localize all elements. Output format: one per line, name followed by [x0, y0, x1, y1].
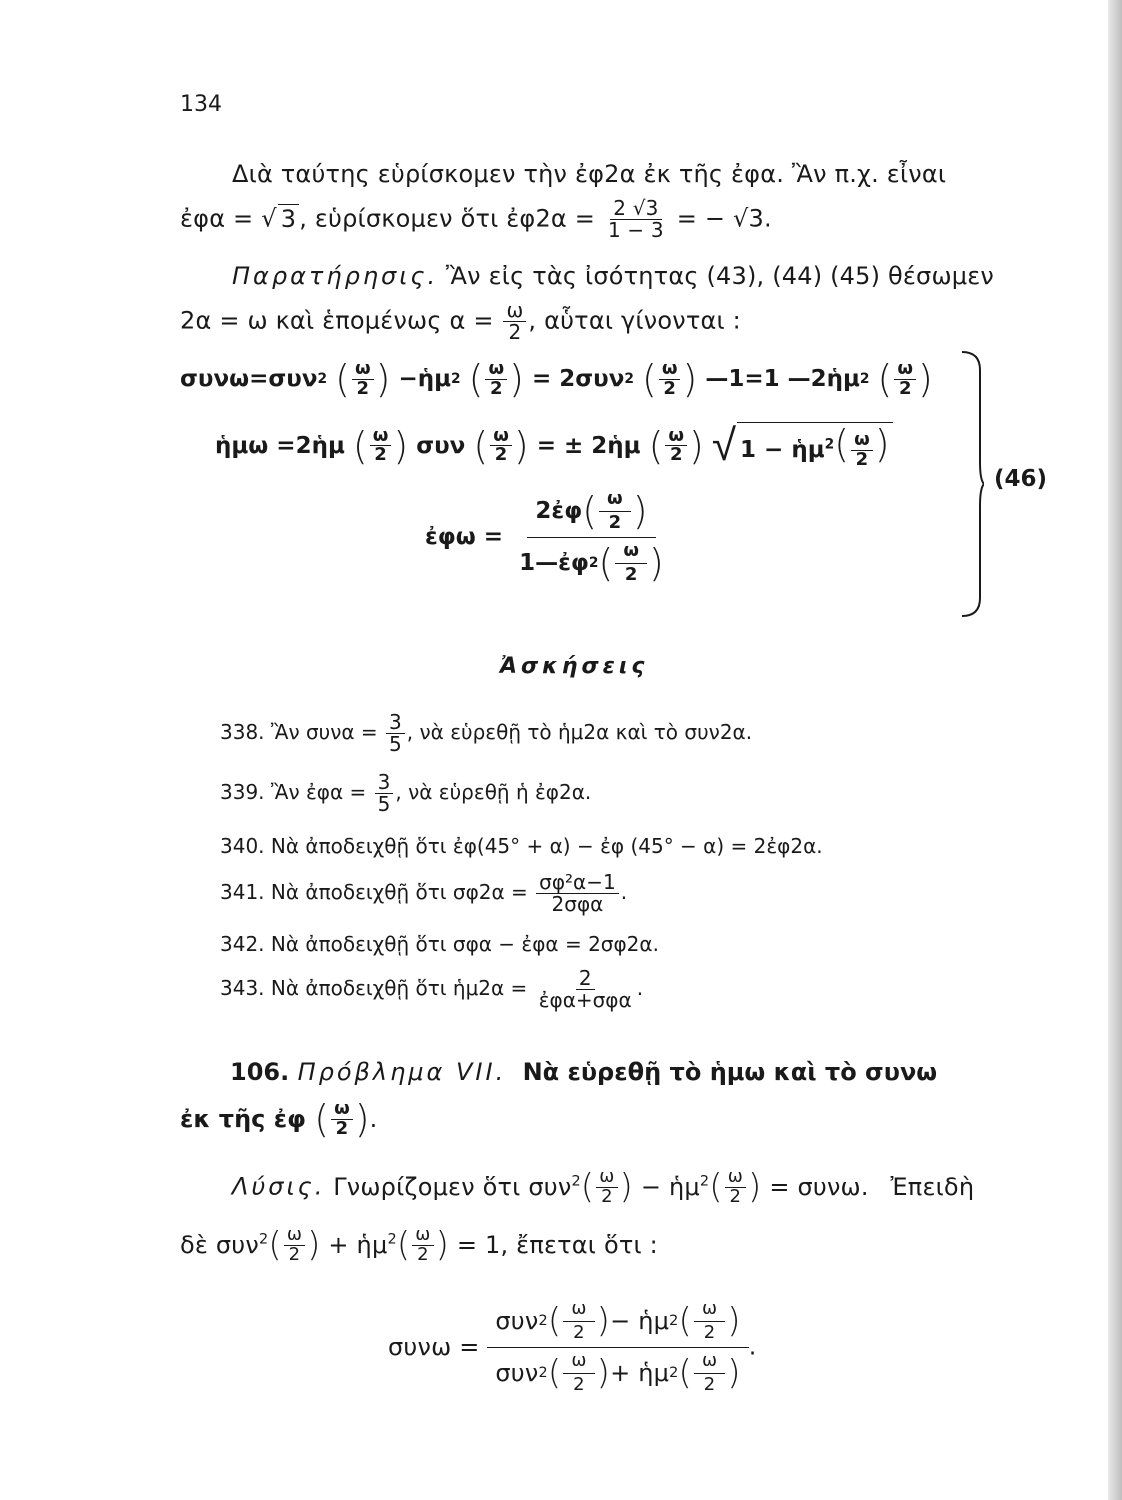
f-two: 2: [356, 377, 370, 399]
intro-line-1: Διὰ ταύτης εὑρίσκομεν τὴν ἐφ2α ἐκ τῆς ἐφα. Ἂν π.χ. εἶναι: [232, 160, 947, 188]
f-two: 2: [374, 444, 387, 466]
f-sq: 2: [387, 1231, 397, 1248]
exercise-frac-num: 2: [576, 968, 595, 990]
solution-plus-sin: + ἡμ: [328, 1231, 388, 1260]
f-two: 2: [608, 511, 622, 533]
f-two: 2: [898, 377, 912, 399]
exercise-frac-num: σφ²α−1: [536, 872, 619, 894]
f-two: 2: [494, 444, 508, 466]
f-tan-lhs: ἐφω =: [425, 524, 504, 551]
problem-text: Νὰ εὑρεθῇ τὸ ἡμω καὶ τὸ συνω: [522, 1058, 938, 1086]
exercise-text: Νὰ ἀποδειχθῇ ὅτι σφ2α =: [270, 880, 528, 904]
intro-sqrt-arg: 3: [278, 204, 299, 233]
f-sq: 2: [669, 1365, 679, 1382]
f-pm-sin: = ± 2ἡμ: [536, 432, 641, 459]
formula-row-cos: [180, 357, 933, 402]
exercise-number: 341.: [220, 880, 265, 904]
exercise-text: Νὰ ἀποδειχθῇ ὅτι ἡμ2α =: [270, 976, 528, 1000]
f-rest-text: —1=1 —2ἡμ: [705, 366, 860, 393]
intro-line-2: [180, 198, 772, 241]
exercise-342: [220, 932, 659, 956]
final-lhs: συνω =: [388, 1333, 480, 1362]
f-two: 2: [624, 563, 638, 585]
f-two: 2: [703, 1373, 716, 1395]
solution-eq-1: = 1, ἔπεται ὅτι :: [456, 1231, 658, 1260]
equation-label-46: (46): [994, 466, 1048, 492]
f-root: √ 1 − ἡμ$^2$( $\frac{\omega}{2}$ ): [712, 422, 893, 470]
f-two: 2: [335, 1117, 349, 1139]
f-two: 2: [288, 1243, 301, 1265]
exercise-number: 342.: [220, 932, 265, 956]
exercise-340: [220, 834, 823, 858]
final-cos: συν: [495, 1307, 539, 1336]
solution-line-2: δὲ συν$^2$ ( $\frac{\omega}{2}$ ) + ἡμ$^2$ ( $\frac{\omega}{2}$ ) = 1, ἔπεται ὅτι :: [180, 1224, 658, 1266]
exercise-fraction: [536, 968, 635, 1011]
f-omega: ω: [563, 1350, 594, 1374]
f-sin-sq: [398, 366, 460, 392]
f-two: 2: [417, 1243, 429, 1265]
remark-frac-den: 2: [508, 320, 522, 344]
exercise-number: 338.: [220, 720, 265, 744]
exercise-text: Ἂν συνα =: [270, 720, 378, 744]
f-omega: ω: [596, 1168, 617, 1188]
exercise-341: [220, 872, 627, 915]
exercise-frac-den: 2σφα: [551, 892, 604, 916]
remark-text-3: , αὗται γίνονται :: [528, 306, 741, 335]
intro-fraction: [605, 198, 667, 241]
remark-fraction: [503, 300, 526, 343]
solution-heading: Λύσις.: [232, 1172, 326, 1201]
f-omega: ω: [490, 427, 512, 447]
solution-line-1: Λύσις. Γνωρίζομεν ὅτι συν$^2$ ( $\frac{\omega}{2}$ ) − ἡμ$^2$ ( $\frac{\omega}{2}$ ) = συνω. Ἐπειδὴ: [232, 1166, 975, 1208]
f-paren-5: ( $\frac{\omega}{2}$ ): [352, 423, 409, 468]
f-cos-text: συνω=συν: [180, 366, 318, 393]
remark-text-2: 2α = ω καὶ ἑπομένως α =: [180, 306, 494, 335]
exercise-fraction: [375, 772, 394, 815]
f-omega: ω: [725, 1168, 746, 1188]
remark-line-1: [232, 262, 994, 290]
f-minus-sin: −ἡμ: [398, 366, 452, 393]
remark-frac-num: ω: [503, 300, 526, 322]
intro-efa: ἐφα =: [180, 204, 262, 233]
exercise-text-tail: , νὰ εὑρεθῇ τὸ ἡμ2α καὶ τὸ συν2α.: [406, 720, 753, 744]
exercise-text: Ἂν ἐφα =: [270, 780, 367, 804]
remark-text: Ἂν εἰς τὰς ἰσότητας (43), (44) (45) θέσωμεν: [445, 262, 994, 290]
exercise-fraction: [386, 712, 405, 755]
final-num: συν 2 ( $\frac{\omega}{2}$ ) − ἡμ 2 ( $\frac{\omega}{2}$ ): [487, 1296, 748, 1348]
f-root-text: 1 − ἡμ: [740, 437, 825, 463]
f-omega: ω: [659, 360, 681, 380]
f-omega: ω: [485, 360, 507, 380]
exercise-text: Νὰ ἀποδειχθῇ ὅτι ἐφ(45° + α) − ἐφ (45° − α) = 2ἐφ2α.: [270, 834, 823, 858]
sqrt-icon: √: [261, 204, 277, 233]
f-rest: [705, 366, 869, 392]
f-paren-3: ( $\frac{\omega}{2}$ ): [642, 357, 698, 402]
problem-heading: [230, 1058, 937, 1086]
exercise-338: [220, 712, 752, 755]
final-den: συν 2 ( $\frac{\omega}{2}$ ) + ἡμ 2 ( $\frac{\omega}{2}$ ): [495, 1349, 741, 1395]
f-omega: ω: [370, 427, 392, 447]
f-tan-num: 2ἐφ ( $\frac{\omega}{2}$ ): [527, 486, 655, 538]
formula-row-tan: [425, 486, 672, 589]
f-sq: 2: [669, 1313, 679, 1330]
f-sq: 2: [451, 371, 461, 388]
solution-final-formula: [388, 1296, 757, 1399]
f-two: 2: [573, 1321, 585, 1343]
f-two: 2: [601, 1185, 613, 1207]
solution-minus-sin: − ἡμ: [640, 1173, 700, 1202]
problem-line-2: [180, 1097, 378, 1142]
exercise-number: 343.: [220, 976, 265, 1000]
f-paren-1: ( $\frac{\omega}{2}$ ): [335, 357, 391, 402]
exercise-number: 340.: [220, 834, 265, 858]
intro-frac-num: 2 √3: [610, 198, 661, 220]
formula-row-sin: [215, 419, 893, 471]
final-plus-sin: + ἡμ: [610, 1359, 670, 1388]
f-omega: ω: [352, 360, 374, 380]
exercise-frac-den: 5: [377, 792, 391, 816]
f-sq: 2: [538, 1313, 548, 1330]
remark-line-2: [180, 300, 741, 343]
f-tan-den-text: 1—ἐφ: [519, 550, 589, 577]
f-omega: ω: [331, 1100, 353, 1120]
problem-number: 106.: [230, 1058, 290, 1086]
f-two: 2: [669, 444, 683, 466]
f-tan-fraction: [511, 486, 672, 589]
f-two: 2: [490, 377, 503, 399]
problem-text-2: ἐκ τῆς ἐφ: [180, 1105, 306, 1134]
final-fraction: [487, 1296, 748, 1399]
f-sq: 2: [571, 1173, 581, 1190]
intro-result: = − √3.: [676, 204, 772, 233]
f-omega: ω: [412, 1226, 433, 1246]
intro-text: , εὑρίσκομεν ὅτι ἐφ2α =: [299, 204, 596, 233]
f-two: 2: [729, 1185, 742, 1207]
f-cos-lhs: [180, 366, 327, 392]
exercise-frac-den: ἐφα+σφα: [538, 988, 632, 1012]
f-omega: ω: [665, 427, 687, 447]
f-2cos-sq: [532, 366, 634, 392]
f-sq: 2: [859, 371, 870, 388]
exercise-text: Νὰ ἀποδειχθῇ ὅτι σφα − ἐφα = 2σφ2α.: [270, 932, 659, 956]
final-period: .: [748, 1332, 757, 1361]
solution-text: Γνωρίζομεν ὅτι συν: [333, 1173, 572, 1202]
solution-since: Ἐπειδὴ: [890, 1173, 975, 1202]
f-paren-6: ( $\frac{\omega}{2}$ ): [473, 423, 529, 468]
f-omega: ω: [599, 488, 631, 512]
f-omega: ω: [615, 540, 647, 564]
f-two: 2: [703, 1321, 716, 1343]
problem-label: Πρόβλημα VII.: [297, 1058, 507, 1086]
f-omega: ω: [851, 431, 873, 451]
f-omega: ω: [694, 1298, 725, 1322]
f-paren-4: ( $\frac{\omega}{2}$ ): [877, 357, 933, 402]
intro-frac-den: 1 − 3: [607, 218, 664, 242]
f-sin-lhs: ἡμω =2ἡμ: [215, 432, 345, 459]
f-omega: ω: [894, 360, 916, 380]
solution-text-2: δὲ συν: [180, 1231, 259, 1260]
f-sq: 2: [317, 371, 328, 388]
solution-eq: = συνω.: [769, 1173, 869, 1202]
exercise-number: 339.: [220, 780, 265, 804]
final-minus-sin: − ἡμ: [610, 1307, 670, 1336]
f-omega: ω: [563, 1298, 594, 1322]
remark-heading: Παρατήρησις.: [232, 262, 439, 290]
sqrt-icon: √: [711, 419, 737, 471]
f-tan-num-text: 2ἐφ: [535, 498, 583, 525]
f-sq: 2: [538, 1365, 548, 1382]
f-paren-2: ( $\frac{\omega}{2}$ ): [468, 357, 524, 402]
f-tan-den: 1—ἐφ 2 ( $\frac{\omega}{2}$ ): [519, 539, 664, 586]
exercise-text-tail: , νὰ εὑρεθῇ ἡ ἐφ2α.: [395, 780, 592, 804]
f-paren-7: ( $\frac{\omega}{2}$ ): [648, 423, 704, 468]
exercise-frac-num: 3: [375, 772, 394, 794]
exercise-fraction: [536, 872, 619, 915]
exercise-text-tail: .: [620, 880, 628, 904]
f-sq: 2: [824, 436, 835, 453]
f-eq-2cos: = 2συν: [531, 366, 625, 393]
f-sq: 2: [624, 371, 634, 388]
f-two: 2: [573, 1373, 585, 1395]
f-omega: ω: [284, 1226, 305, 1246]
f-sq: 2: [259, 1231, 269, 1248]
page-number: 134: [180, 92, 222, 117]
exercise-frac-num: 3: [386, 712, 405, 734]
exercises-title: Ἀσκήσεις: [500, 654, 649, 679]
right-brace: [960, 350, 984, 618]
f-cos-mid: συν: [416, 432, 466, 459]
final-cos-den: συν: [495, 1359, 539, 1388]
exercise-343: [220, 968, 643, 1011]
f-two: 2: [663, 377, 676, 399]
exercise-339: [220, 772, 591, 815]
f-sq: 2: [588, 555, 599, 572]
exercise-frac-den: 5: [389, 732, 402, 756]
f-omega: ω: [694, 1350, 725, 1374]
f-two: 2: [855, 449, 869, 470]
exercise-text-tail: .: [636, 976, 644, 1000]
f-sq: 2: [699, 1173, 710, 1190]
problem-paren: ( $\frac{\omega}{2}$ ) .: [314, 1097, 378, 1142]
